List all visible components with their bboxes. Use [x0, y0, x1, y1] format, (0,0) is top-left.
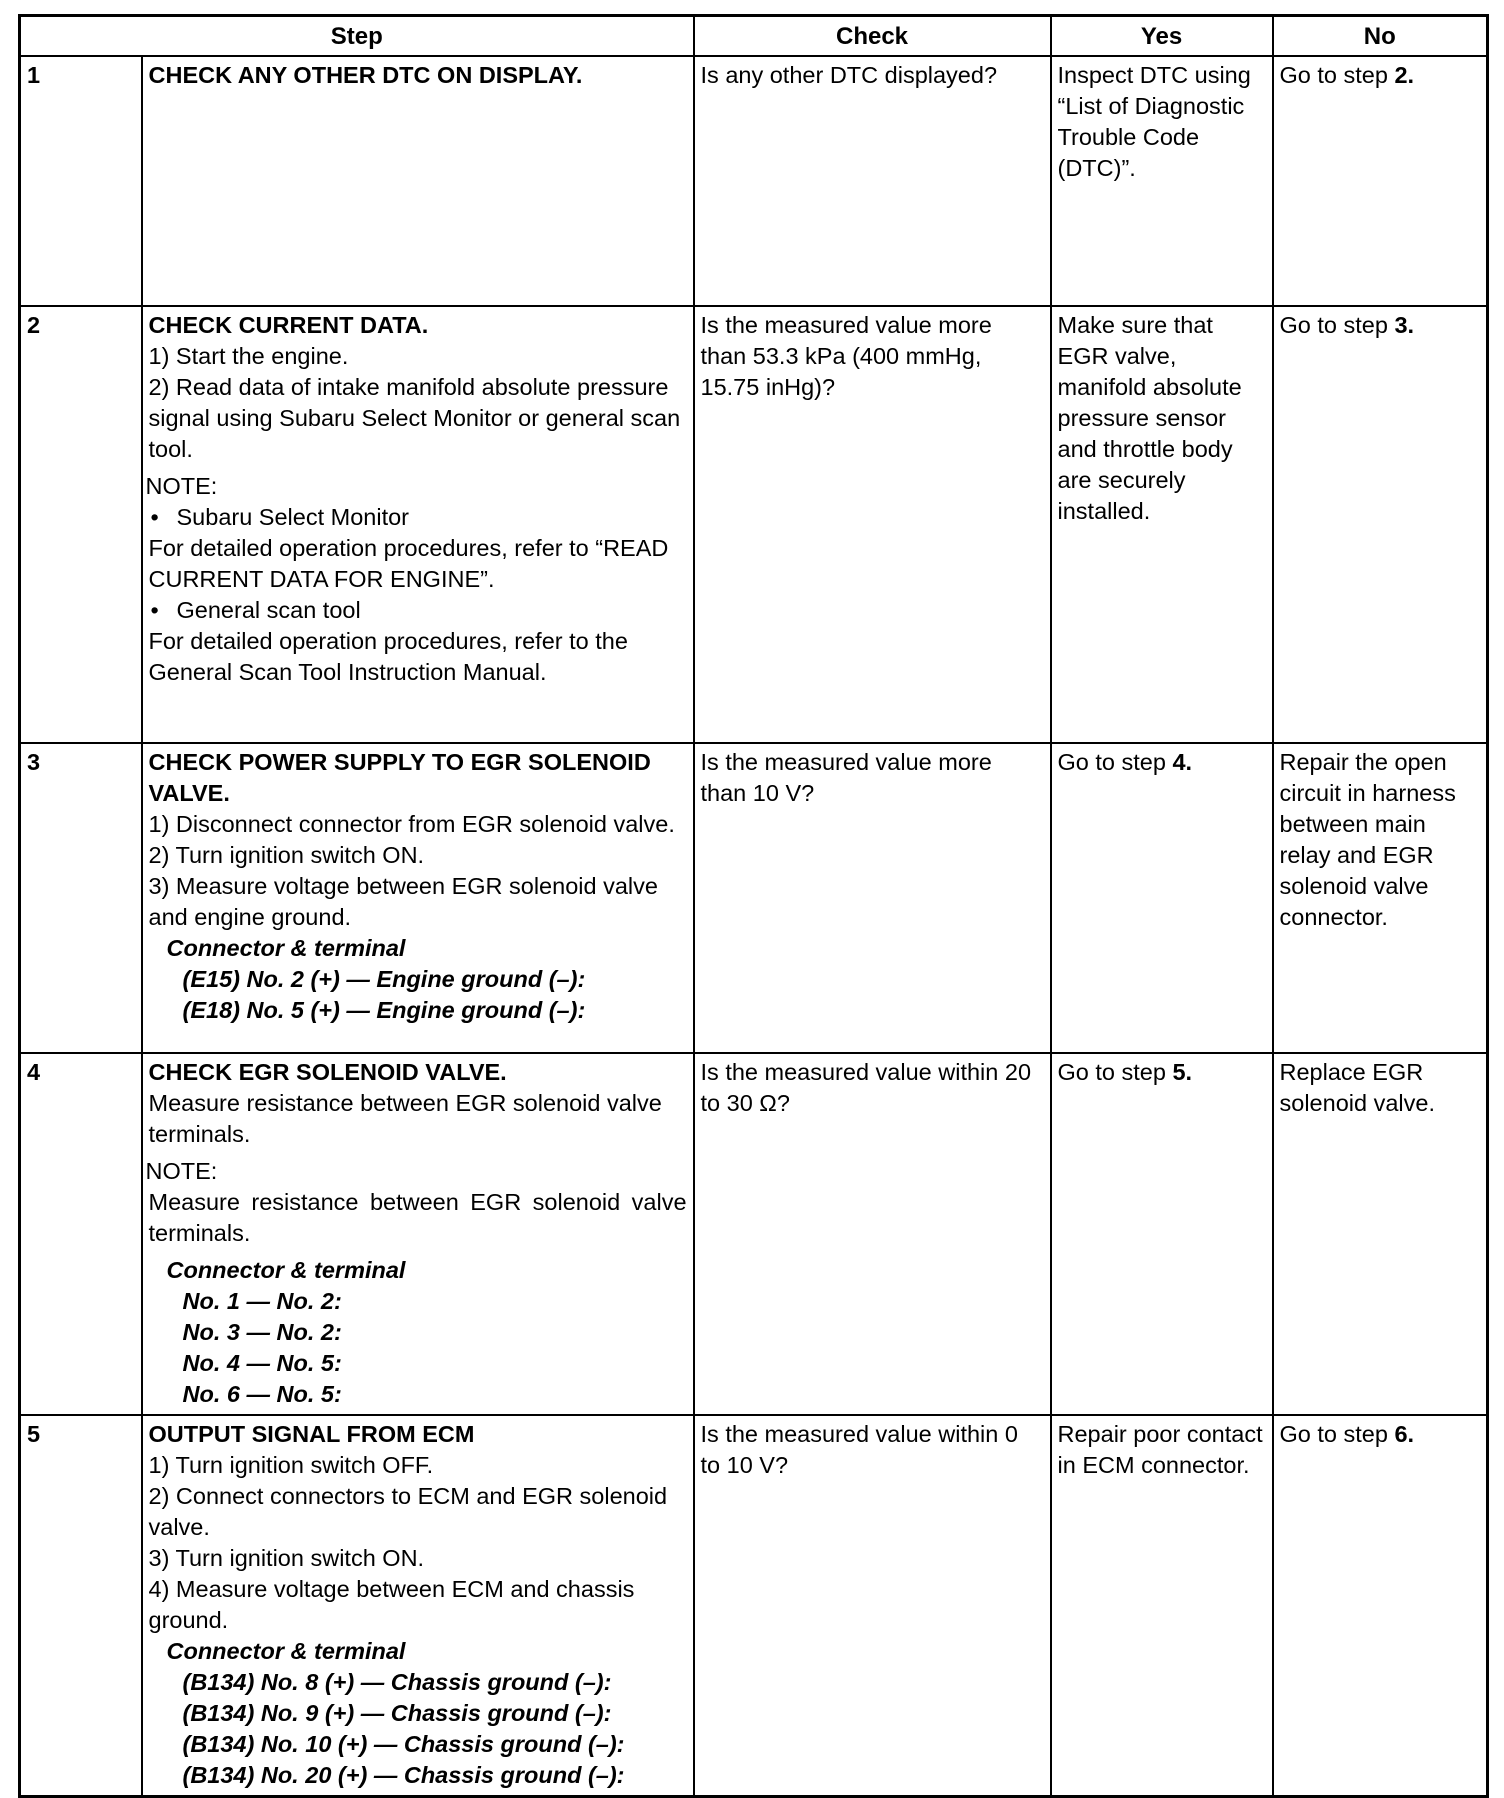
table-row: [20, 56, 1488, 306]
yes-action-text: Go to step: [1057, 749, 1173, 775]
check-question: Is the measured value more than 10 V?: [694, 743, 1051, 1053]
yes-action: Inspect DTC using “List of Diagnostic Trouble Code (DTC)”.: [1051, 56, 1273, 306]
note-text: For detailed operation procedures, refer to the General Scan Tool Instruction Manual.: [148, 628, 628, 685]
step-description: [142, 1053, 694, 1415]
check-question: Is the measured value within 0 to 10 V?: [694, 1415, 1051, 1797]
step-description: [142, 56, 694, 306]
note-label: NOTE:: [145, 1158, 218, 1184]
table-row: [20, 306, 1488, 743]
check-question: Is any other DTC displayed?: [694, 56, 1051, 306]
no-action: Repair the open circuit in harness between main relay and EGR solenoid valve connector.: [1273, 743, 1488, 1053]
note-bullet: • Subaru Select Monitor: [149, 502, 687, 533]
step-title: CHECK POWER SUPPLY TO EGR SOLENOID VALVE.: [148, 749, 651, 806]
diagnostic-procedure-document: [18, 14, 1486, 1798]
connector-terminal-line: No. 1 — No. 2:: [182, 1288, 342, 1314]
step-title: CHECK ANY OTHER DTC ON DISPLAY.: [148, 62, 583, 88]
step-number: 2: [20, 306, 142, 743]
step-instruction: 1) Turn ignition switch OFF.: [148, 1452, 434, 1478]
step-instruction: 3) Turn ignition switch ON.: [148, 1545, 425, 1571]
header-check: Check: [694, 16, 1051, 57]
step-instruction: 1) Disconnect connector from EGR solenoid valve.: [148, 811, 675, 837]
no-action-text: Go to step: [1279, 312, 1395, 338]
yes-action: [1051, 743, 1273, 1053]
yes-action: Repair poor contact in ECM connector.: [1051, 1415, 1273, 1797]
no-action-text: Go to step: [1279, 62, 1395, 88]
note-text: Measure resistance between EGR solenoid valve terminals.: [148, 1189, 687, 1246]
step-title: CHECK CURRENT DATA.: [148, 312, 429, 338]
check-question: Is the measured value more than 53.3 kPa (400 mmHg, 15.75 inHg)?: [694, 306, 1051, 743]
no-step-ref: 3.: [1394, 312, 1415, 338]
connector-terminal-line: (B134) No. 10 (+) — Chassis ground (–):: [182, 1731, 625, 1757]
connector-terminal-line: No. 4 — No. 5:: [182, 1350, 342, 1376]
header-yes: Yes: [1051, 16, 1273, 57]
no-step-ref: 6.: [1394, 1421, 1415, 1447]
no-step-ref: 2.: [1394, 62, 1415, 88]
step-instruction: 3) Measure voltage between EGR solenoid valve and engine ground.: [148, 873, 658, 930]
check-question: Is the measured value within 20 to 30 Ω?: [694, 1053, 1051, 1415]
step-instruction: 2) Turn ignition switch ON.: [148, 842, 425, 868]
yes-action: Make sure that EGR valve, manifold absolute pressure sensor and throttle body are securely installed.: [1051, 306, 1273, 743]
yes-action-text: Go to step: [1057, 1059, 1173, 1085]
step-number: 1: [20, 56, 142, 306]
no-action-text: Go to step: [1279, 1421, 1395, 1447]
step-description: [142, 306, 694, 743]
no-action: [1273, 1415, 1488, 1797]
connector-terminal-heading: Connector & terminal: [166, 1638, 406, 1664]
table-row: [20, 1053, 1488, 1415]
connector-terminal-heading: Connector & terminal: [166, 1257, 406, 1283]
table-header-row: [20, 16, 1488, 57]
step-instruction: 2) Connect connectors to ECM and EGR solenoid valve.: [148, 1483, 668, 1540]
table-row: [20, 1415, 1488, 1797]
connector-terminal-line: (E15) No. 2 (+) — Engine ground (–):: [182, 966, 586, 992]
no-action: [1273, 56, 1488, 306]
connector-terminal-line: No. 6 — No. 5:: [182, 1381, 342, 1407]
connector-terminal-line: (B134) No. 9 (+) — Chassis ground (–):: [182, 1700, 612, 1726]
step-instruction: 4) Measure voltage between ECM and chassis ground.: [148, 1576, 635, 1633]
connector-terminal-line: (B134) No. 20 (+) — Chassis ground (–):: [182, 1762, 625, 1788]
step-instruction: 1) Start the engine.: [148, 343, 349, 369]
step-number: 4: [20, 1053, 142, 1415]
no-action: Replace EGR solenoid valve.: [1273, 1053, 1488, 1415]
step-instruction: Measure resistance between EGR solenoid valve terminals.: [148, 1090, 662, 1147]
connector-terminal-line: (B134) No. 8 (+) — Chassis ground (–):: [182, 1669, 612, 1695]
header-no: No: [1273, 16, 1488, 57]
step-title: CHECK EGR SOLENOID VALVE.: [148, 1059, 507, 1085]
note-label: NOTE:: [145, 473, 218, 499]
connector-terminal-line: (E18) No. 5 (+) — Engine ground (–):: [182, 997, 586, 1023]
step-title: OUTPUT SIGNAL FROM ECM: [148, 1421, 475, 1447]
no-action: [1273, 306, 1488, 743]
note-bullet: • General scan tool: [149, 595, 687, 626]
yes-step-ref: 4.: [1172, 749, 1193, 775]
header-step: Step: [20, 16, 694, 57]
step-description: [142, 743, 694, 1053]
diagnostic-steps-table: [18, 14, 1489, 1798]
table-row: [20, 743, 1488, 1053]
step-description: [142, 1415, 694, 1797]
connector-terminal-line: No. 3 — No. 2:: [182, 1319, 342, 1345]
connector-terminal-heading: Connector & terminal: [166, 935, 406, 961]
yes-action: [1051, 1053, 1273, 1415]
step-number: 5: [20, 1415, 142, 1797]
step-number: 3: [20, 743, 142, 1053]
step-instruction: 2) Read data of intake manifold absolute pressure signal using Subaru Select Monitor or general scan tool.: [148, 374, 681, 462]
note-text: For detailed operation procedures, refer to “READ CURRENT DATA FOR ENGINE”.: [148, 535, 669, 592]
yes-step-ref: 5.: [1172, 1059, 1193, 1085]
